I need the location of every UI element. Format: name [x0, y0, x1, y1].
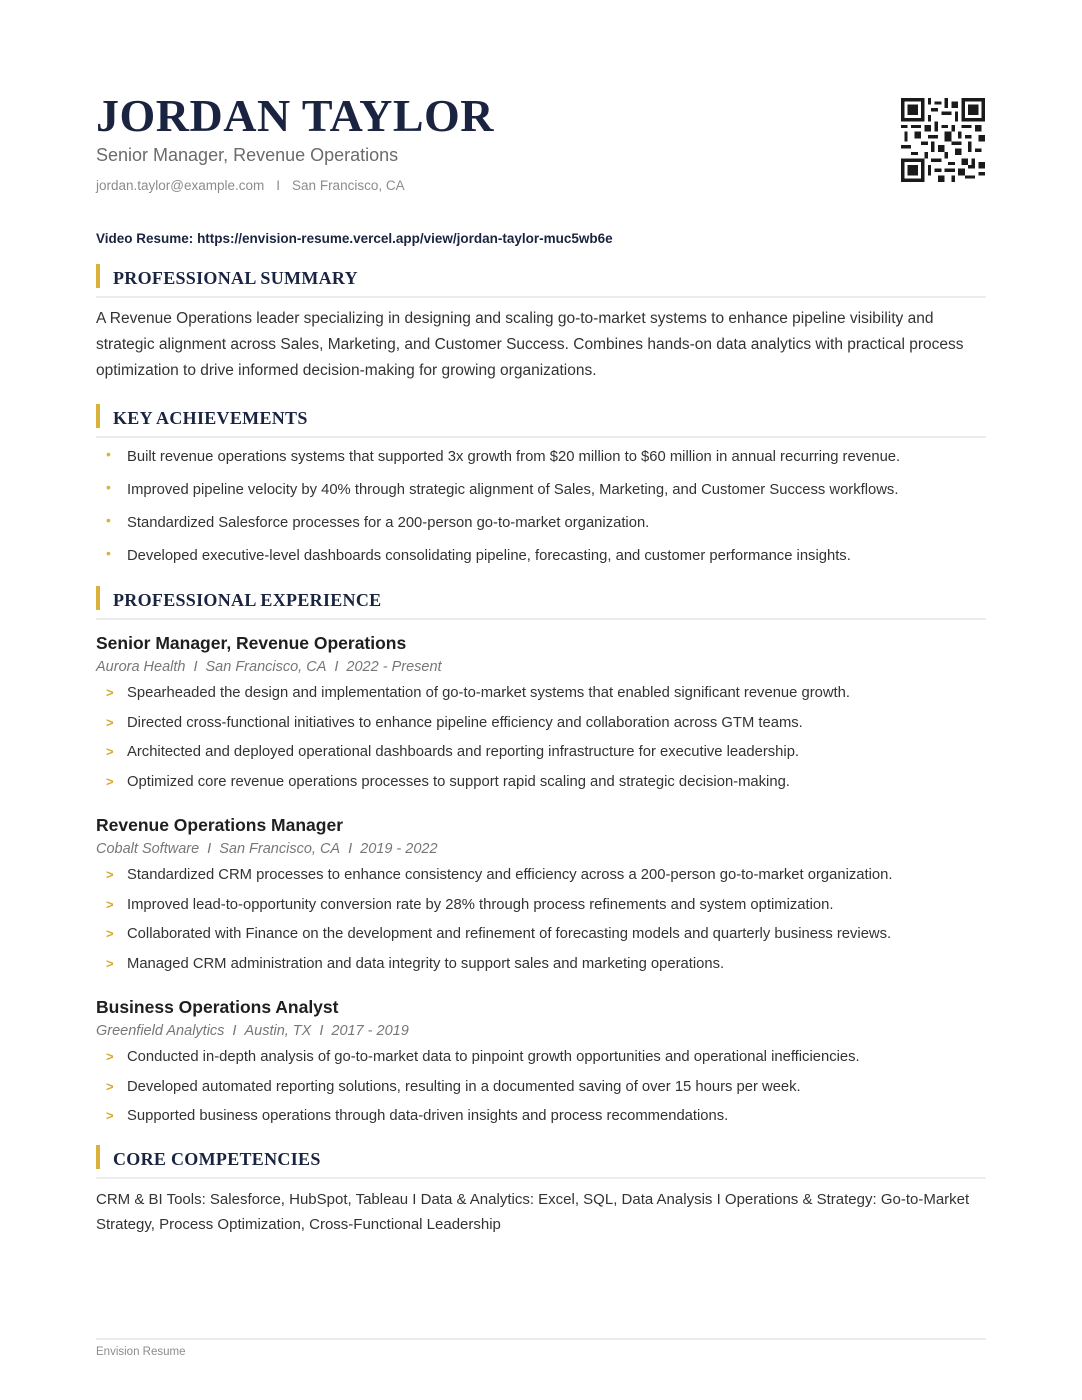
list-item [96, 894, 986, 924]
list-item [96, 1105, 986, 1135]
job-dates: 2017 - 2019 [331, 1023, 409, 1039]
chevron-right-icon: > [106, 744, 114, 759]
competencies-section [96, 1149, 986, 1237]
job-role: Business Operations Analyst [96, 997, 339, 1017]
job-bullets [96, 864, 986, 982]
chevron-right-icon: > [106, 773, 114, 789]
bullet-icon: • [106, 479, 111, 495]
meta-separator: I [193, 659, 198, 675]
bullet-icon: • [106, 512, 111, 528]
achievement-text: Built revenue operations systems that supported 3x growth from $20 million to $60 million in annual recurring revenue. [127, 449, 901, 465]
job-entry [96, 632, 986, 800]
list-item [96, 1076, 986, 1106]
video-resume-link[interactable]: https://envision-resume.vercel.app/view/jordan-taylor-muc5wb6e [197, 231, 613, 246]
job-entry [96, 814, 986, 982]
achievements-list [96, 446, 986, 578]
chevron-right-icon: > [106, 685, 114, 700]
chevron-right-icon: > [106, 955, 114, 971]
job-company: Cobalt Software [96, 841, 200, 857]
job-location: Austin, TX [244, 1023, 312, 1039]
bullet-text: Spearheaded the design and implementation of go-to-market systems that enabled significant revenue growth. [127, 685, 851, 701]
job-company: Greenfield Analytics [96, 1023, 225, 1039]
job-company: Aurora Health [96, 659, 186, 675]
list-item [96, 479, 986, 512]
footer-divider [96, 1338, 986, 1340]
experience-section [96, 590, 986, 1135]
job-bullets [96, 1046, 986, 1135]
list-item [96, 682, 986, 712]
section-header [96, 590, 986, 620]
job-dates: 2022 - Present [346, 659, 442, 675]
bullet-text: Conducted in-depth analysis of go-to-market data to pinpoint growth opportunities and operational inefficiencies. [127, 1049, 860, 1065]
meta-separator: I [232, 1023, 237, 1039]
job-location: San Francisco, CA [205, 659, 327, 675]
list-item [96, 712, 986, 742]
list-item [96, 923, 986, 953]
job-bullets [96, 682, 986, 800]
video-resume-line [96, 231, 613, 246]
list-item [96, 741, 986, 771]
chevron-right-icon: > [106, 896, 114, 912]
chevron-right-icon: > [106, 714, 114, 730]
video-resume-label: Video Resume: [96, 231, 194, 246]
section-header [96, 408, 986, 438]
bullet-text: Developed automated reporting solutions, resulting in a documented saving of over 15 hours per week. [127, 1078, 801, 1095]
email[interactable]: jordan.taylor@example.com [96, 178, 265, 193]
list-item [96, 771, 986, 801]
section-title: KEY ACHIEVEMENTS [113, 408, 308, 428]
section-title: CORE COMPETENCIES [113, 1149, 321, 1169]
job-entry [96, 996, 986, 1135]
bullet-text: Collaborated with Finance on the development and refinement of forecasting models and quarterly business reviews. [127, 926, 892, 942]
summary-section [96, 268, 986, 384]
job-dates: 2019 - 2022 [360, 841, 438, 857]
chevron-right-icon: > [106, 1078, 114, 1094]
meta-separator: I [207, 841, 212, 857]
list-item [96, 512, 986, 545]
contact-separator: I [276, 178, 281, 193]
footer-brand: Envision Resume [96, 1346, 186, 1358]
candidate-title: Senior Manager, Revenue Operations [96, 145, 399, 165]
meta-separator: I [334, 659, 339, 675]
qr-code-icon [901, 98, 985, 182]
job-role: Revenue Operations Manager [96, 815, 344, 835]
bullet-text: Optimized core revenue operations processes to support rapid scaling and strategic decision-making. [127, 773, 790, 790]
bullet-text: Directed cross-functional initiatives to enhance pipeline efficiency and collaboration across GTM teams. [127, 714, 803, 731]
section-accent-bar [96, 404, 100, 428]
bullet-text: Managed CRM administration and data integrity to support sales and marketing operations. [127, 955, 725, 972]
job-meta [96, 1022, 986, 1040]
section-accent-bar [96, 586, 100, 610]
list-item [96, 1046, 986, 1076]
section-title: PROFESSIONAL EXPERIENCE [113, 590, 382, 610]
contact-line [96, 178, 405, 193]
competencies-text: CRM & BI Tools: Salesforce, HubSpot, Tableau I Data & Analytics: Excel, SQL, Data Analysis I Operations & Strategy: Go-to-Market Strategy, Process Optimization, Cross-Functional Leadership [96, 1191, 970, 1233]
chevron-right-icon: > [106, 926, 114, 941]
bullet-text: Standardized CRM processes to enhance consistency and efficiency across a 200-person go-to-market organization. [127, 867, 893, 883]
list-item [96, 545, 986, 578]
chevron-right-icon: > [106, 867, 114, 882]
meta-separator: I [319, 1023, 324, 1039]
section-accent-bar [96, 1145, 100, 1169]
chevron-right-icon: > [106, 1049, 114, 1064]
bullet-icon: • [106, 446, 111, 462]
candidate-name: JORDAN TAYLOR [96, 90, 494, 141]
achievement-text: Improved pipeline velocity by 40% through strategic alignment of Sales, Marketing, and Customer Success workflows. [127, 482, 899, 498]
list-item [96, 953, 986, 983]
achievement-text: Standardized Salesforce processes for a 200-person go-to-market organization. [127, 515, 650, 531]
job-meta [96, 658, 986, 676]
bullet-text: Improved lead-to-opportunity conversion rate by 28% through process refinements and system optimization. [127, 896, 834, 913]
job-location: San Francisco, CA [219, 841, 341, 857]
job-meta [96, 840, 986, 858]
list-item [96, 864, 986, 894]
meta-separator: I [348, 841, 353, 857]
achievements-section [96, 408, 986, 578]
achievement-text: Developed executive-level dashboards consolidating pipeline, forecasting, and customer performance insights. [127, 548, 851, 564]
job-role: Senior Manager, Revenue Operations [96, 633, 407, 653]
chevron-right-icon: > [106, 1108, 114, 1123]
bullet-icon: • [106, 545, 111, 561]
section-accent-bar [96, 264, 100, 288]
list-item [96, 446, 986, 479]
section-header [96, 268, 986, 298]
bullet-text: Supported business operations through data-driven insights and process recommendations. [127, 1108, 729, 1124]
bullet-text: Architected and deployed operational dashboards and reporting infrastructure for executive leadership. [127, 744, 800, 760]
summary-text: A Revenue Operations leader specializing in designing and scaling go-to-market systems to enhance pipeline visibility and strategic alignment across Sales, Marketing, and Customer Success. Combines hands-on data analytics with practical process optimization to drive informed decision-making for growing organizations. [96, 310, 964, 379]
section-title: PROFESSIONAL SUMMARY [113, 268, 358, 288]
location: San Francisco, CA [292, 178, 405, 193]
section-header [96, 1149, 986, 1179]
